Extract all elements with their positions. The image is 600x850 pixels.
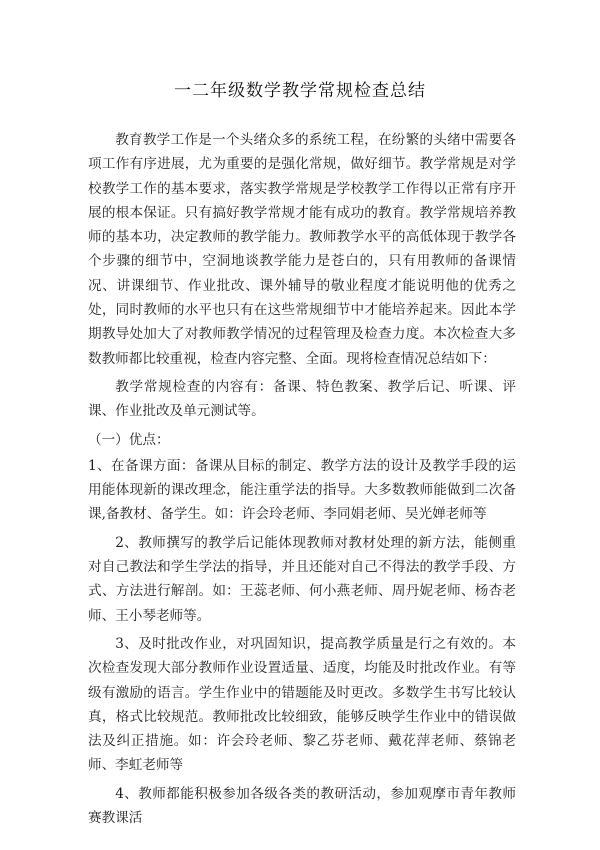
list-item-2: 2、教师撰写的教学后记能体现教师对教材处理的新方法，能侧重对自己教法和学生学法的指导，并且还能对自己不得法的教学手段、方式、方法进行解剖。如：王蕊老师、何小燕老师、周丹妮老师、杨杏老师、王小琴老师等。 bbox=[88, 534, 516, 624]
document-body bbox=[88, 128, 516, 830]
list-item-3: 3、及时批改作业，对巩固知识，提高教学质量是行之有效的。本次检查发现大部分教师作业设置适量、适度，均能及时批改作业。有等级有激励的语言。学生作业中的错题能及时更改。多数学生书写比较认真，格式比较规范。教师批改比较细致，能够反映学生作业中的错误做法及纠正措施。如：许会玲老师、黎乙芬老师、戴花萍老师、蔡锦老师、李虹老师等 bbox=[88, 635, 516, 774]
content-paragraph: 教学常规检查的内容有：备课、特色教案、教学后记、听课、评课、作业批改及单元测试等。 bbox=[88, 378, 516, 420]
intro-paragraph: 教育教学工作是一个头绪众多的系统工程，在纷繁的头绪中需要各项工作有序进展，尤为重要的是强化常规，做好细节。教学常规是对学校教学工作的基本要求，落实教学常规是学校教学工作得以正常有序开展的根本保证。只有搞好教学常规才能有成功的教育。教学常规培养教师的基本功，决定教师的教学能力。教师教学水平的高低体现于教学各个步骤的细节中，空洞地谈教学能力是苍白的，只有用教师的备课情况、讲课细节、作业批改、课外辅导的敬业程度才能说明他的优秀之处，同时教师的水平也只有在这些常规细节中才能培养起来。因此本学期教导处加大了对教师教学情况的过程管理及检查力度。本次检查大多数教师都比较重视，检查内容完整、全面。现将检查情况总结如下： bbox=[88, 132, 516, 367]
section-heading: （一）优点： bbox=[88, 431, 170, 448]
list-item-4: 4、教师都能积极参加各级各类的教研活动，参加观摩市青年教师赛教课活 bbox=[88, 785, 516, 827]
list-item-1: 1、在备课方面：备课从目标的制定、教学方法的设计及教学手段的运用能体现新的课改理念，能注重学法的指导。大多数教师能做到二次备课,备教材、备学生。如：许会玲老师、李同娟老师、吴光婵老师等 bbox=[88, 457, 516, 523]
document-title: 一二年级数学教学常规检查总结 bbox=[174, 81, 426, 101]
